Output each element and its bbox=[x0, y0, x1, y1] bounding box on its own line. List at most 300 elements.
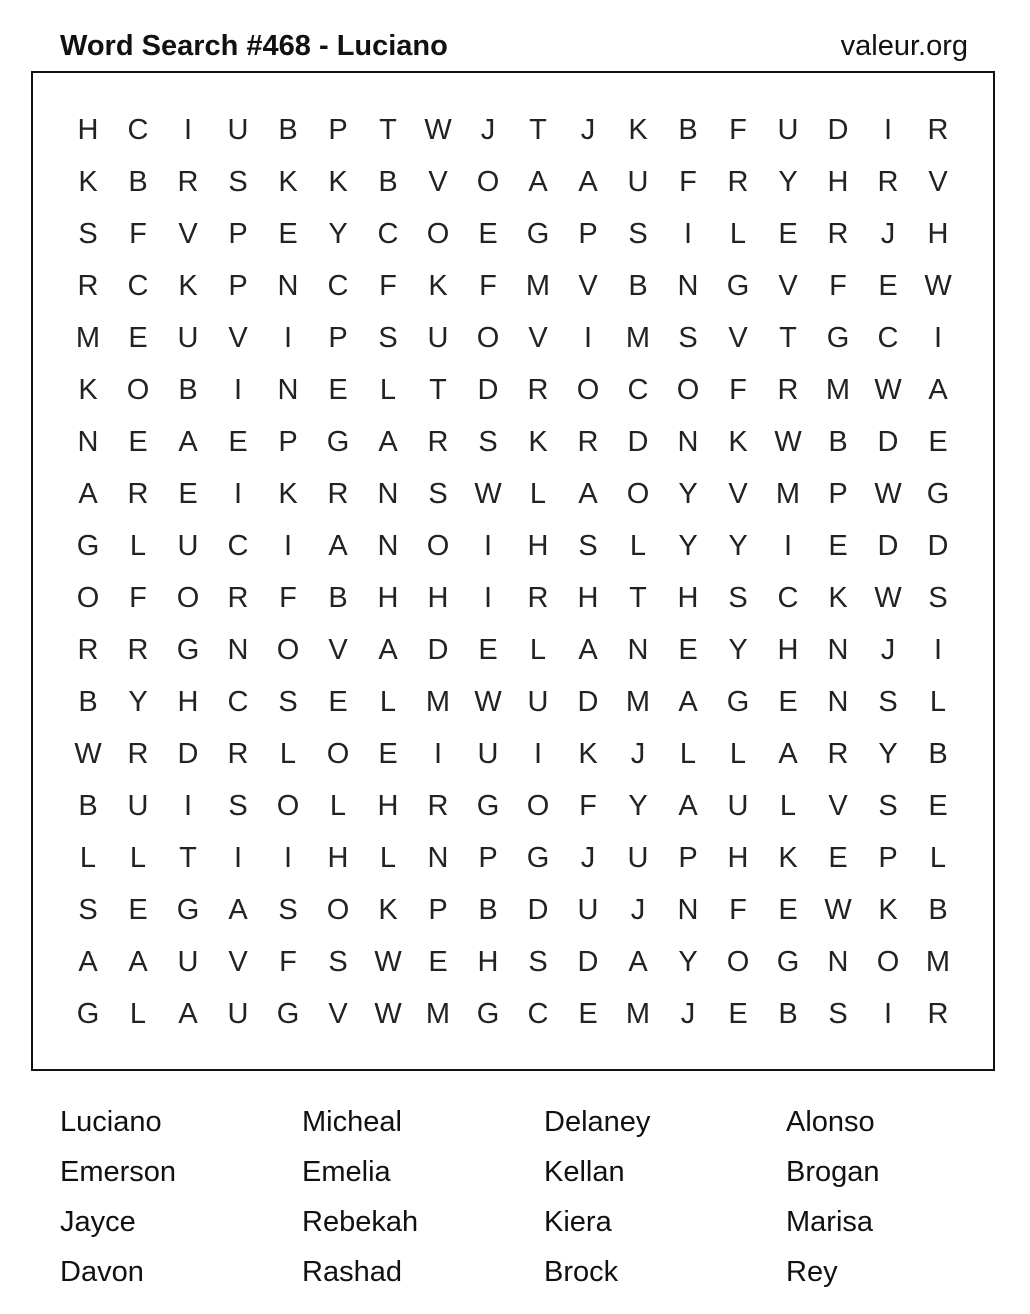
grid-cell: E bbox=[228, 425, 248, 458]
grid-cell: E bbox=[878, 269, 898, 302]
grid-cell: T bbox=[529, 113, 547, 146]
grid-cell: A bbox=[378, 425, 398, 458]
grid-cell: B bbox=[278, 113, 298, 146]
grid-cell: I bbox=[933, 321, 943, 354]
grid-cell: B bbox=[928, 737, 948, 770]
grid-cell: S bbox=[228, 789, 248, 822]
word-list-item: Kellan bbox=[544, 1156, 625, 1188]
grid-cell: V bbox=[778, 269, 798, 302]
grid-cell: I bbox=[683, 217, 693, 250]
grid-cell: O bbox=[126, 373, 150, 406]
grid-cell: L bbox=[779, 789, 797, 822]
grid-cell: L bbox=[79, 841, 97, 874]
grid-cell: M bbox=[825, 373, 851, 406]
grid-cell: Y bbox=[328, 217, 348, 250]
grid-cell: J bbox=[880, 217, 896, 250]
grid-cell: A bbox=[328, 529, 348, 562]
grid-cell: S bbox=[628, 217, 648, 250]
grid-cell: O bbox=[276, 789, 300, 822]
grid-cell: Y bbox=[778, 165, 798, 198]
grid-cell: O bbox=[276, 633, 300, 666]
grid-cell: V bbox=[178, 217, 198, 250]
grid-cell: L bbox=[929, 685, 947, 718]
grid-cell: I bbox=[283, 321, 293, 354]
grid-cell: F bbox=[129, 217, 147, 250]
grid-cell: C bbox=[627, 373, 649, 406]
letter-grid bbox=[63, 104, 963, 1040]
grid-cell: U bbox=[177, 529, 199, 562]
grid-cell: R bbox=[77, 633, 99, 666]
grid-cell: G bbox=[926, 477, 950, 510]
grid-cell: S bbox=[278, 893, 298, 926]
grid-cell: C bbox=[777, 581, 799, 614]
grid-cell: K bbox=[78, 373, 98, 406]
grid-cell: L bbox=[529, 633, 547, 666]
grid-cell: R bbox=[777, 373, 799, 406]
grid-cell: M bbox=[425, 685, 451, 718]
grid-cell: S bbox=[428, 477, 448, 510]
grid-cell: K bbox=[278, 165, 298, 198]
grid-cell: G bbox=[476, 789, 500, 822]
grid-cell: O bbox=[326, 737, 350, 770]
grid-cell: V bbox=[428, 165, 448, 198]
grid-cell: B bbox=[628, 269, 648, 302]
grid-cell: D bbox=[877, 425, 899, 458]
grid-cell: A bbox=[528, 165, 548, 198]
grid-cell: N bbox=[77, 425, 99, 458]
grid-cell: D bbox=[527, 893, 549, 926]
grid-cell: U bbox=[177, 321, 199, 354]
grid-cell: E bbox=[128, 425, 148, 458]
grid-cell: R bbox=[427, 425, 449, 458]
grid-cell: Y bbox=[728, 529, 748, 562]
grid-cell: D bbox=[577, 945, 599, 978]
grid-cell: C bbox=[227, 685, 249, 718]
word-list-item: Marisa bbox=[786, 1206, 874, 1238]
grid-cell: O bbox=[426, 529, 450, 562]
grid-cell: L bbox=[129, 997, 147, 1030]
grid-cell: O bbox=[526, 789, 550, 822]
grid-cell: N bbox=[377, 529, 399, 562]
grid-cell: I bbox=[233, 373, 243, 406]
grid-cell: E bbox=[928, 789, 948, 822]
grid-cell: K bbox=[778, 841, 798, 874]
grid-cell: I bbox=[533, 737, 543, 770]
grid-cell: N bbox=[277, 269, 299, 302]
grid-cell: M bbox=[925, 945, 951, 978]
word-list-item: Rashad bbox=[302, 1256, 402, 1288]
grid-cell: V bbox=[828, 789, 848, 822]
grid-cell: U bbox=[227, 997, 249, 1030]
grid-cell: I bbox=[883, 997, 893, 1030]
grid-cell: L bbox=[929, 841, 947, 874]
grid-cell: R bbox=[127, 477, 149, 510]
grid-cell: R bbox=[127, 633, 149, 666]
grid-cell: P bbox=[678, 841, 698, 874]
grid-cell: O bbox=[676, 373, 700, 406]
grid-cell: S bbox=[478, 425, 498, 458]
grid-cell: P bbox=[328, 113, 348, 146]
grid-cell: L bbox=[529, 477, 547, 510]
grid-cell: M bbox=[775, 477, 801, 510]
grid-cell: N bbox=[677, 269, 699, 302]
grid-cell: S bbox=[78, 217, 98, 250]
grid-cell: A bbox=[178, 997, 198, 1030]
grid-cell: I bbox=[233, 477, 243, 510]
grid-cell: J bbox=[680, 997, 696, 1030]
grid-cell: P bbox=[578, 217, 598, 250]
grid-cell: P bbox=[478, 841, 498, 874]
grid-cell: S bbox=[878, 685, 898, 718]
grid-cell: R bbox=[827, 737, 849, 770]
grid-cell: K bbox=[178, 269, 198, 302]
grid-cell: V bbox=[928, 165, 948, 198]
grid-cell: E bbox=[478, 633, 498, 666]
grid-cell: G bbox=[826, 321, 850, 354]
grid-cell: B bbox=[678, 113, 698, 146]
grid-cell: H bbox=[177, 685, 199, 718]
grid-cell: I bbox=[483, 581, 493, 614]
grid-cell: R bbox=[177, 165, 199, 198]
grid-cell: L bbox=[279, 737, 297, 770]
grid-cell: H bbox=[677, 581, 699, 614]
grid-cell: D bbox=[927, 529, 949, 562]
grid-cell: O bbox=[576, 373, 600, 406]
grid-cell: M bbox=[625, 321, 651, 354]
grid-cell: U bbox=[577, 893, 599, 926]
grid-cell: B bbox=[328, 581, 348, 614]
grid-cell: O bbox=[76, 581, 100, 614]
grid-cell: W bbox=[474, 685, 502, 718]
grid-cell: L bbox=[329, 789, 347, 822]
grid-cell: L bbox=[129, 841, 147, 874]
grid-cell: E bbox=[178, 477, 198, 510]
grid-cell: P bbox=[878, 841, 898, 874]
grid-cell: P bbox=[228, 217, 248, 250]
grid-cell: H bbox=[377, 581, 399, 614]
grid-cell: R bbox=[227, 737, 249, 770]
grid-cell: H bbox=[727, 841, 749, 874]
grid-cell: L bbox=[729, 737, 747, 770]
grid-cell: B bbox=[928, 893, 948, 926]
word-list-item: Emelia bbox=[302, 1156, 391, 1188]
word-list-item: Delaney bbox=[544, 1106, 651, 1138]
grid-cell: I bbox=[233, 841, 243, 874]
grid-cell: I bbox=[583, 321, 593, 354]
grid-cell: K bbox=[428, 269, 448, 302]
grid-cell: G bbox=[76, 997, 100, 1030]
grid-cell: F bbox=[479, 269, 497, 302]
grid-cell: A bbox=[678, 789, 698, 822]
grid-cell: S bbox=[78, 893, 98, 926]
grid-cell: P bbox=[328, 321, 348, 354]
grid-cell: F bbox=[279, 945, 297, 978]
grid-cell: H bbox=[827, 165, 849, 198]
grid-cell: F bbox=[829, 269, 847, 302]
grid-cell: V bbox=[228, 321, 248, 354]
grid-cell: R bbox=[227, 581, 249, 614]
grid-cell: R bbox=[827, 217, 849, 250]
grid-cell: J bbox=[580, 841, 596, 874]
grid-cell: E bbox=[278, 217, 298, 250]
grid-cell: I bbox=[283, 841, 293, 874]
grid-cell: K bbox=[378, 893, 398, 926]
grid-cell: U bbox=[227, 113, 249, 146]
grid-cell: V bbox=[528, 321, 548, 354]
grid-cell: W bbox=[474, 477, 502, 510]
grid-cell: S bbox=[278, 685, 298, 718]
grid-cell: E bbox=[328, 685, 348, 718]
grid-cell: E bbox=[778, 893, 798, 926]
grid-cell: Y bbox=[678, 945, 698, 978]
grid-cell: F bbox=[579, 789, 597, 822]
grid-cell: I bbox=[783, 529, 793, 562]
grid-cell: O bbox=[426, 217, 450, 250]
grid-cell: N bbox=[227, 633, 249, 666]
grid-cell: N bbox=[277, 373, 299, 406]
grid-cell: L bbox=[379, 841, 397, 874]
site-name: valeur.org bbox=[840, 30, 968, 62]
grid-cell: T bbox=[779, 321, 797, 354]
grid-cell: G bbox=[76, 529, 100, 562]
grid-cell: Y bbox=[678, 529, 698, 562]
grid-cell: B bbox=[478, 893, 498, 926]
grid-cell: E bbox=[778, 685, 798, 718]
grid-cell: W bbox=[874, 477, 902, 510]
grid-cell: L bbox=[379, 373, 397, 406]
grid-cell: F bbox=[729, 113, 747, 146]
grid-cell: G bbox=[476, 997, 500, 1030]
grid-cell: U bbox=[427, 321, 449, 354]
grid-cell: S bbox=[328, 945, 348, 978]
grid-cell: A bbox=[578, 165, 598, 198]
grid-cell: P bbox=[828, 477, 848, 510]
grid-cell: I bbox=[183, 789, 193, 822]
grid-cell: N bbox=[677, 893, 699, 926]
grid-cell: E bbox=[678, 633, 698, 666]
grid-cell: K bbox=[278, 477, 298, 510]
grid-cell: P bbox=[228, 269, 248, 302]
grid-cell: N bbox=[827, 685, 849, 718]
grid-cell: C bbox=[127, 269, 149, 302]
grid-cell: F bbox=[379, 269, 397, 302]
grid-cell: E bbox=[828, 841, 848, 874]
grid-cell: J bbox=[630, 893, 646, 926]
grid-cell: W bbox=[874, 581, 902, 614]
grid-cell: S bbox=[928, 581, 948, 614]
grid-cell: R bbox=[77, 269, 99, 302]
grid-cell: L bbox=[629, 529, 647, 562]
grid-cell: F bbox=[129, 581, 147, 614]
grid-cell: G bbox=[776, 945, 800, 978]
grid-cell: D bbox=[577, 685, 599, 718]
grid-cell: O bbox=[326, 893, 350, 926]
grid-cell: G bbox=[176, 893, 200, 926]
grid-cell: A bbox=[78, 945, 98, 978]
grid-cell: V bbox=[728, 321, 748, 354]
grid-cell: M bbox=[425, 997, 451, 1030]
grid-cell: I bbox=[883, 113, 893, 146]
grid-cell: H bbox=[527, 529, 549, 562]
word-list-item: Micheal bbox=[302, 1106, 402, 1138]
grid-cell: V bbox=[228, 945, 248, 978]
grid-cell: K bbox=[828, 581, 848, 614]
grid-cell: P bbox=[278, 425, 298, 458]
grid-cell: E bbox=[428, 945, 448, 978]
grid-cell: I bbox=[933, 633, 943, 666]
grid-cell: L bbox=[129, 529, 147, 562]
grid-cell: A bbox=[578, 633, 598, 666]
grid-cell: G bbox=[176, 633, 200, 666]
grid-cell: H bbox=[427, 581, 449, 614]
grid-cell: K bbox=[328, 165, 348, 198]
grid-cell: U bbox=[627, 841, 649, 874]
grid-cell: S bbox=[378, 321, 398, 354]
grid-cell: L bbox=[379, 685, 397, 718]
grid-cell: R bbox=[727, 165, 749, 198]
grid-cell: T bbox=[379, 113, 397, 146]
grid-cell: R bbox=[527, 581, 549, 614]
grid-cell: S bbox=[828, 997, 848, 1030]
grid-cell: N bbox=[827, 945, 849, 978]
grid-cell: D bbox=[827, 113, 849, 146]
grid-cell: S bbox=[228, 165, 248, 198]
grid-cell: R bbox=[577, 425, 599, 458]
grid-cell: D bbox=[627, 425, 649, 458]
grid-cell: F bbox=[729, 893, 747, 926]
grid-cell: J bbox=[880, 633, 896, 666]
grid-cell: B bbox=[78, 789, 98, 822]
grid-cell: B bbox=[778, 997, 798, 1030]
grid-cell: G bbox=[726, 269, 750, 302]
grid-cell: Y bbox=[678, 477, 698, 510]
grid-cell: H bbox=[327, 841, 349, 874]
grid-cell: R bbox=[127, 737, 149, 770]
grid-cell: F bbox=[729, 373, 747, 406]
grid-cell: E bbox=[928, 425, 948, 458]
grid-cell: E bbox=[828, 529, 848, 562]
word-list-item: Alonso bbox=[786, 1106, 875, 1138]
grid-cell: O bbox=[176, 581, 200, 614]
grid-cell: A bbox=[378, 633, 398, 666]
grid-cell: A bbox=[578, 477, 598, 510]
grid-cell: K bbox=[878, 893, 898, 926]
grid-cell: B bbox=[178, 373, 198, 406]
grid-cell: A bbox=[628, 945, 648, 978]
grid-cell: W bbox=[374, 997, 402, 1030]
grid-cell: B bbox=[78, 685, 98, 718]
grid-cell: G bbox=[526, 217, 550, 250]
grid-cell: B bbox=[378, 165, 398, 198]
grid-cell: R bbox=[427, 789, 449, 822]
grid-cell: D bbox=[877, 529, 899, 562]
grid-cell: K bbox=[628, 113, 648, 146]
grid-cell: O bbox=[726, 945, 750, 978]
grid-cell: E bbox=[378, 737, 398, 770]
grid-cell: A bbox=[178, 425, 198, 458]
word-list bbox=[60, 1097, 1028, 1297]
grid-cell: Y bbox=[128, 685, 148, 718]
grid-cell: W bbox=[74, 737, 102, 770]
grid-cell: U bbox=[727, 789, 749, 822]
grid-cell: E bbox=[128, 321, 148, 354]
grid-cell: G bbox=[326, 425, 350, 458]
word-list-item: Rey bbox=[786, 1256, 838, 1288]
grid-cell: H bbox=[777, 633, 799, 666]
grid-cell: S bbox=[878, 789, 898, 822]
grid-cell: W bbox=[374, 945, 402, 978]
grid-cell: W bbox=[824, 893, 852, 926]
grid-cell: C bbox=[227, 529, 249, 562]
grid-cell: O bbox=[476, 321, 500, 354]
grid-cell: T bbox=[429, 373, 447, 406]
grid-cell: I bbox=[483, 529, 493, 562]
grid-cell: A bbox=[928, 373, 948, 406]
grid-cell: I bbox=[283, 529, 293, 562]
word-list-item: Jayce bbox=[60, 1206, 136, 1238]
grid-cell: U bbox=[777, 113, 799, 146]
grid-cell: H bbox=[477, 945, 499, 978]
grid-cell: W bbox=[774, 425, 802, 458]
grid-cell: K bbox=[728, 425, 748, 458]
grid-cell: Y bbox=[728, 633, 748, 666]
grid-cell: M bbox=[75, 321, 101, 354]
grid-cell: L bbox=[679, 737, 697, 770]
grid-cell: R bbox=[327, 477, 349, 510]
grid-cell: I bbox=[183, 113, 193, 146]
grid-cell: O bbox=[476, 165, 500, 198]
grid-cell: M bbox=[525, 269, 551, 302]
word-list-item: Luciano bbox=[60, 1106, 162, 1138]
grid-cell: N bbox=[377, 477, 399, 510]
grid-cell: C bbox=[377, 217, 399, 250]
grid-cell: D bbox=[477, 373, 499, 406]
grid-cell: H bbox=[577, 581, 599, 614]
grid-cell: W bbox=[924, 269, 952, 302]
grid-cell: R bbox=[927, 113, 949, 146]
grid-cell: J bbox=[480, 113, 496, 146]
grid-cell: L bbox=[729, 217, 747, 250]
grid-cell: E bbox=[728, 997, 748, 1030]
word-list-item: Rebekah bbox=[302, 1206, 419, 1238]
grid-cell: U bbox=[127, 789, 149, 822]
grid-cell: S bbox=[528, 945, 548, 978]
grid-cell: G bbox=[276, 997, 300, 1030]
grid-cell: N bbox=[677, 425, 699, 458]
grid-cell: C bbox=[127, 113, 149, 146]
grid-cell: J bbox=[630, 737, 646, 770]
grid-cell: O bbox=[626, 477, 650, 510]
grid-cell: D bbox=[177, 737, 199, 770]
grid-cell: A bbox=[778, 737, 798, 770]
word-list-item: Brock bbox=[544, 1256, 619, 1288]
grid-cell: E bbox=[128, 893, 148, 926]
grid-cell: K bbox=[78, 165, 98, 198]
grid-cell: N bbox=[427, 841, 449, 874]
grid-cell: Y bbox=[628, 789, 648, 822]
word-list-item: Emerson bbox=[60, 1156, 177, 1188]
grid-cell: T bbox=[629, 581, 647, 614]
grid-cell: U bbox=[177, 945, 199, 978]
grid-cell: D bbox=[427, 633, 449, 666]
grid-cell: G bbox=[726, 685, 750, 718]
grid-cell: E bbox=[578, 997, 598, 1030]
grid-cell: H bbox=[927, 217, 949, 250]
grid-cell: A bbox=[78, 477, 98, 510]
grid-cell: M bbox=[625, 685, 651, 718]
grid-cell: V bbox=[728, 477, 748, 510]
grid-cell: J bbox=[580, 113, 596, 146]
